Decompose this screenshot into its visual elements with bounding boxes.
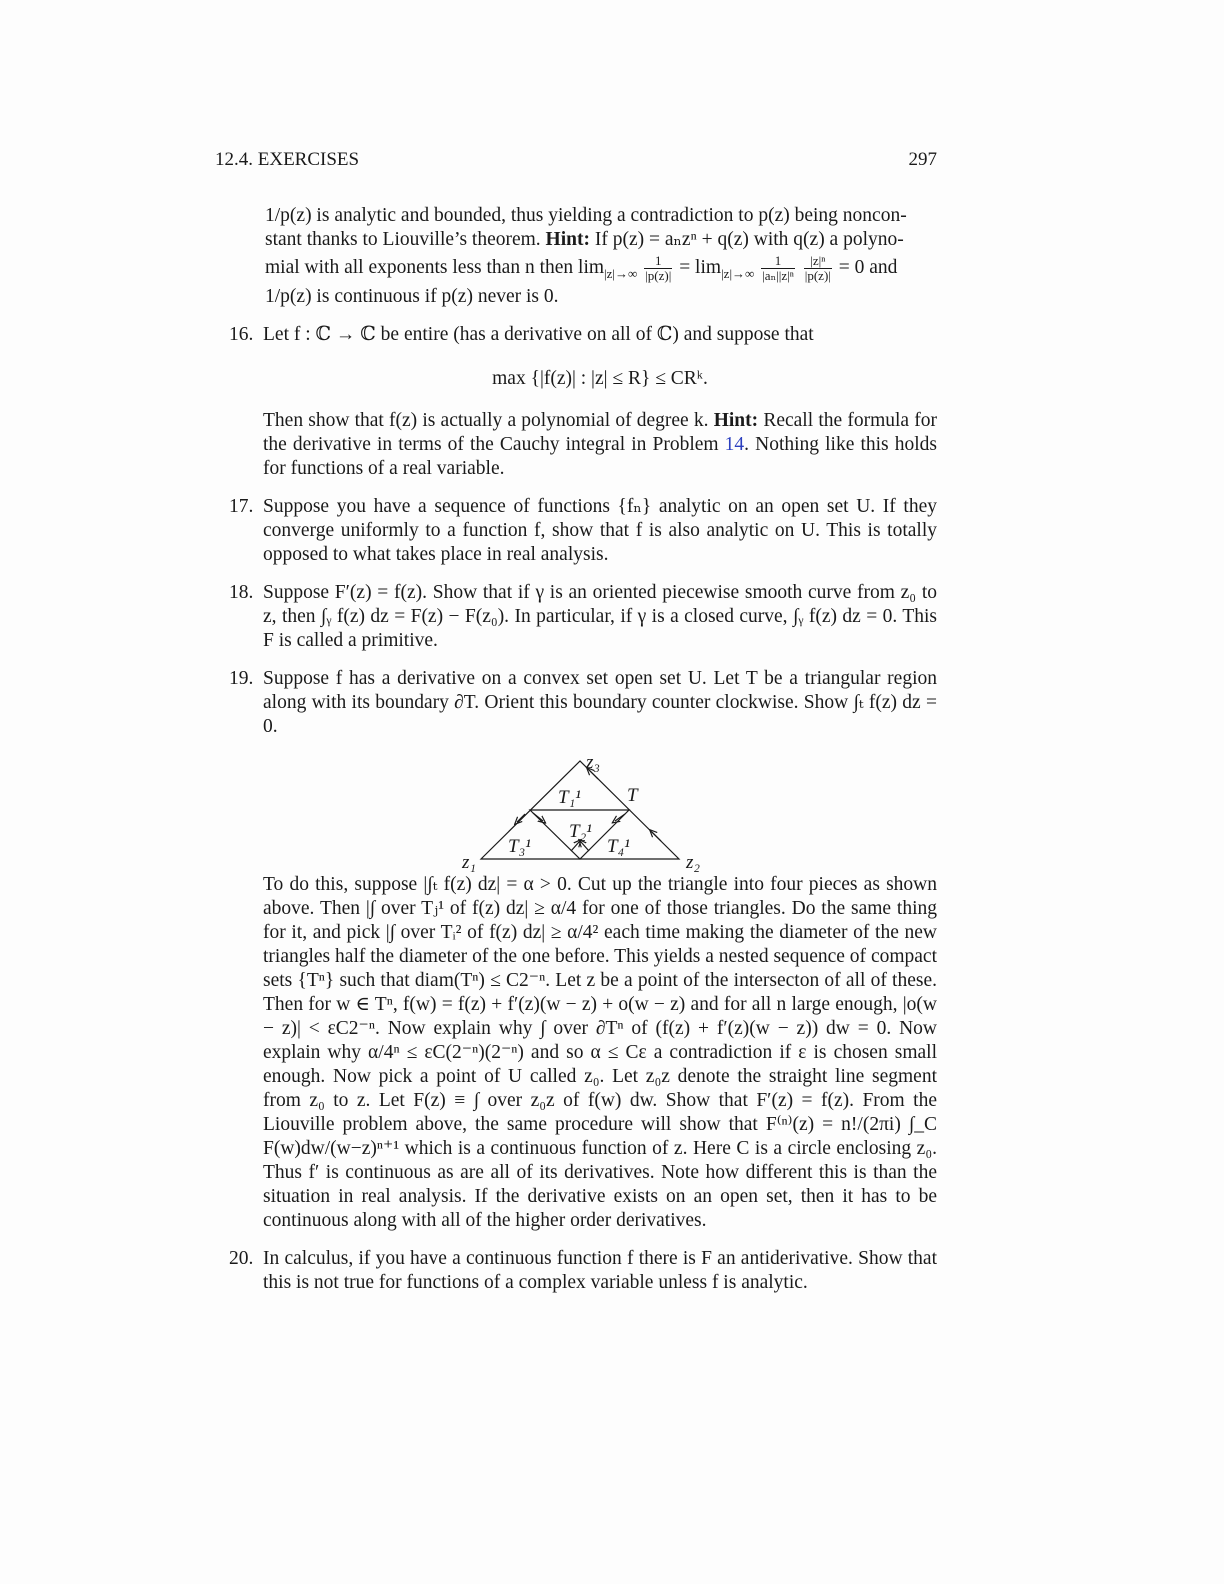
exercise-18: 18. Suppose F′(z) = f(z). Show that if γ is an oriented piecewise smooth curve from z₀ to z, then ∫ᵧ f(z) dz = F(z) − F(z₀). In particular, if γ is a closed curve, ∫ᵧ f(z) dz = 0. This F is called a primitive. [229, 582, 937, 651]
triangle-diagram [263, 739, 937, 873]
exercise-15-continuation [265, 204, 937, 309]
label-z2: z₂ [686, 852, 700, 873]
display-equation: max {|f(z)| : |z| ≤ R} ≤ CRᵏ. [492, 368, 708, 389]
label-T21: T₂¹ [569, 821, 592, 842]
label-z3: z₃ [586, 752, 600, 773]
exercise-number: 18. [229, 582, 254, 603]
label-T: T [627, 785, 638, 806]
continuation-line-4: 1/p(z) is continuous if p(z) never is 0. [265, 286, 559, 307]
hint-label: Hint: [713, 410, 759, 431]
fraction: $\frac{\text{|z|ⁿ}}{|p(z)|}$ [804, 253, 831, 283]
page-content [229, 204, 937, 1295]
page-number: 297 [908, 149, 937, 170]
continuation-line-1: 1/p(z) is analytic and bounded, thus yielding a contradiction to p(z) being noncon- [265, 205, 907, 226]
triangle-subdivision-figure [263, 739, 937, 873]
exercise-number: 17. [229, 496, 254, 517]
label-T31: T₃¹ [508, 836, 531, 857]
continuation-line-2: stant thanks to Liouville’s theorem. Hint: If p(z) = aₙzⁿ + q(z) with q(z) a polyno- [265, 229, 904, 250]
exercise-17: 17. Suppose you have a sequence of functions {fₙ} analytic on an open set U. If they converge uniformly to a function f, show that f is also analytic on U. This is totally opposed to what takes place in real analysis. [229, 496, 937, 565]
exercise-number: 20. [229, 1248, 254, 1269]
exercise-number: 19. [229, 668, 254, 689]
fraction: $\frac{1}{|p(z)|}$ [645, 253, 672, 283]
problem-link[interactable]: 14 [724, 434, 745, 455]
fraction: $\frac{1}{\text{|aₙ||z|ⁿ}}$ [762, 253, 794, 283]
label-z1: z₁ [462, 852, 476, 873]
exercise-16: 16. Let f : ℂ → ℂ be entire (has a derivative on all of ℂ) and suppose that max {|f(z)| : |z| ≤ R} ≤ CRᵏ. Then show that f(z) is actually a polynomial of degree k. Hint: Recall the formula for the derivative in terms of the Cauchy integral in Problem 14. Nothing like this holds for functions of a real variable. [229, 324, 937, 479]
continuation-line-3: mial with all exponents less than n then $\lim_{|z|\to\infty}$ $\frac{1}{|p(z)|}$ = $\lim_{|z|\to\infty}$ $\frac{1}{\text{|aₙ||z|ⁿ}}$ $\frac{\text{|z|ⁿ}}{|p(z)|}$ = 0 and [265, 253, 898, 283]
exercise-19: 19. Suppose f has a derivative on a convex set open set U. Let T be a triangular region along with its boundary ∂T. Orient this boundary counter clockwise. Show ∫ₜ f(z) dz = 0. z₁ z₂ z₃ T T₁¹ T₂¹ T₃¹ T₄¹ To do this, suppose |∫ₜ f(z) dz| = α > 0. Cut up the triangle into four pieces as shown above. Then |∫ over Tⱼ¹ of f(z) dz| ≥ α/4 for one of those triangles. Do the same thing for it, and pick |∫ over Tᵢ² of f(z) dz| ≥ α/4² each time making the diameter of the new triangles half the diameter of the one before. This yields a nested sequence of compact sets {Tⁿ} such that diam(Tⁿ) ≤ C2⁻ⁿ. Let z be a point of the intersecton of all of these. Then for w ∈ Tⁿ, f(w) = f(z) + f′(z)(w − z) + o(w − z) and for all n large enough, |o(w − z)| < εC2⁻ⁿ. Now explain why ∫ over ∂Tⁿ of (f(z) + f′(z)(w − z)) dw = 0. Now explain why α/4ⁿ ≤ εC(2⁻ⁿ)(2⁻ⁿ) and so α ≤ Cε a contradiction if ε is chosen small enough. Now pick a point of U called z₀. Let z₀z denote the straight line segment from z₀ to z. Let F(z) ≡ ∫ over z₀z of f(w) dw. Show that F′(z) = f(z). From the Liouville problem above, the same procedure will show that F⁽ⁿ⁾(z) = n!/(2πi) ∫_C F(w)dw/(w−z)ⁿ⁺¹ which is a continuous function of z. Here C is a circle enclosing z₀. Thus f′ is continuous as are all of its derivatives. Note how different this is than the situation in real analysis. If the derivative exists on an open set, then it has to be continuous along with all of the higher order derivatives. [229, 668, 937, 1231]
label-T41: T₄¹ [607, 836, 630, 857]
exercise-20: 20. In calculus, if you have a continuous function f there is F an antiderivative. Show that this is not true for functions of a complex variable unless f is analytic. [229, 1248, 937, 1293]
running-header [215, 148, 937, 172]
section-title: 12.4. EXERCISES [215, 149, 360, 170]
exercise-number: 16. [229, 324, 254, 345]
hint-label: Hint: [545, 229, 590, 250]
label-T11: T₁¹ [558, 787, 581, 808]
